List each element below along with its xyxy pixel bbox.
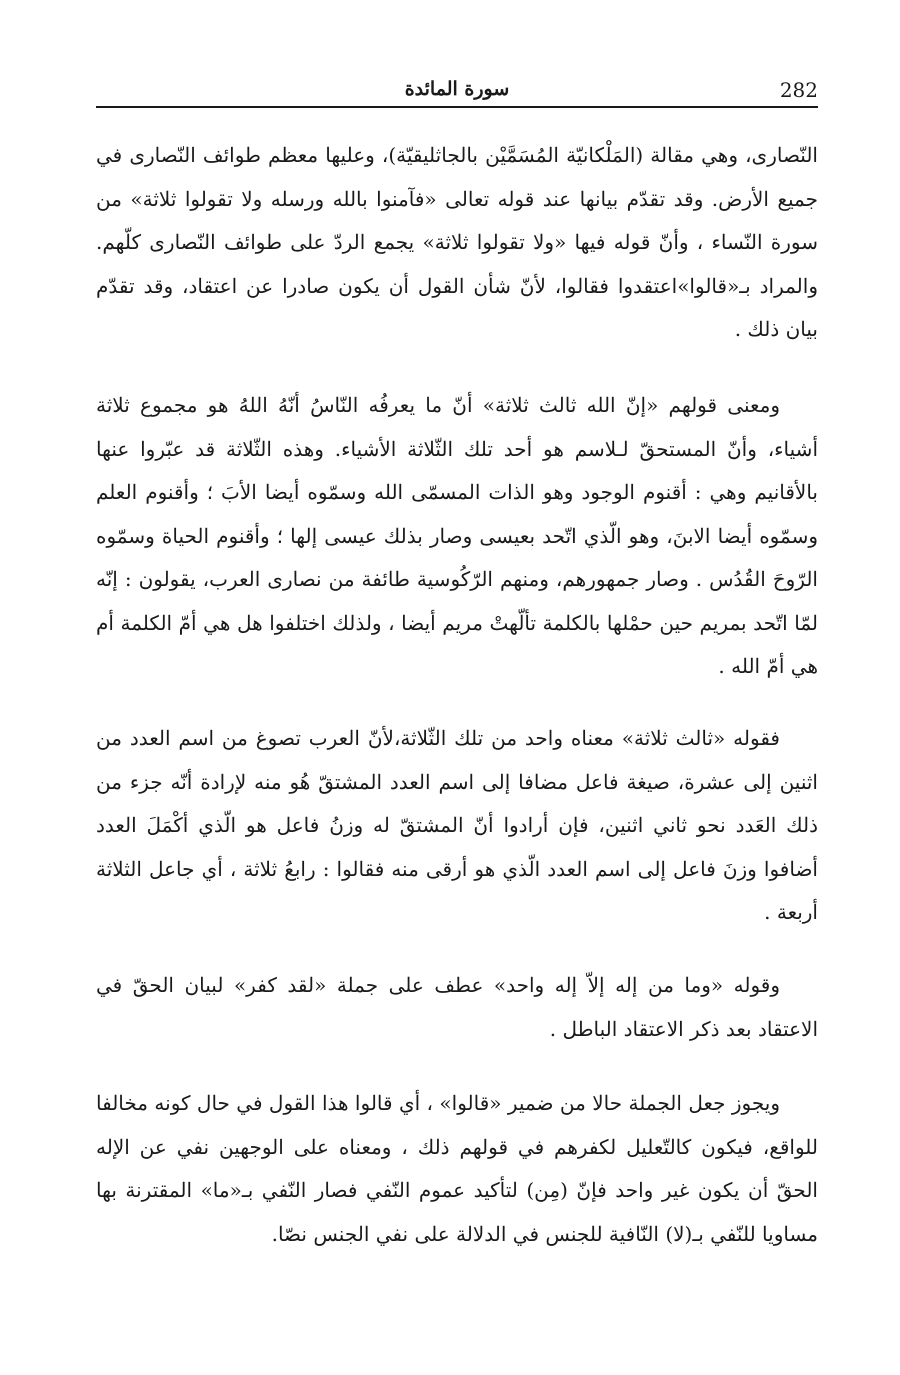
page-header xyxy=(96,72,818,108)
paragraph: فقوله «ثالث ثلاثة» معناه واحد من تلك الثّلاثة،لأنّ العرب تصوغ من اسم العدد من اثنين إلى عشرة، صيغة فاعل مضافا إلى اسم العدد المشتقّ هُو منه لإرادة أنّه جزء من ذلك العَدد نحو ثاني اثنين، فإن أرادوا أنّ المشتقّ له وزنُ فاعل هو الّذي أكْمَلَ العدد أضافوا وزنَ فاعل إلى اسم العدد الّذي هو أرقى منه فقالوا : رابعُ ثلاثة ، أي جاعل الثلاثة أربعة . xyxy=(96,726,818,924)
paragraph: ومعنى قولهم «إنّ الله ثالث ثلاثة» أنّ ما يعرفُه النّاسُ أنّهُ اللهُ هو مجموع ثلاثة أشياء، وأنّ المستحقّ لـلاسم هو أحد تلك الثّلاثة الأشياء. وهذه الثّلاثة قد عبّروا عنها بالأقانيم وهي : أقنوم الوجود وهو الذات المسمّى الله وسمّوه أيضا الأبَ ؛ وأقنوم العلم وسمّوه أيضا الابنَ، وهو الّذي اتّحد بعيسى وصار بذلك عيسى إلها ؛ وأقنوم الحياة وسمّوه الرّوحَ القُدُس . وصار جمهورهم، ومنهم الرّكُوسية طائفة من نصارى العرب، يقولون : إنّه لمّا اتّحد بمريم حين حمْلها بالكلمة تألّهتْ مريم أيضا ، ولذلك اختلفوا هل هي أمّ الكلمة أم هي أمّ الله . xyxy=(96,393,818,678)
paragraph: وقوله «وما من إله إلاّ إله واحد» عطف على جملة «لقد كفر» لبيان الحقّ في الاعتقاد بعد ذكر الاعتقاد الباطل . xyxy=(96,973,818,1041)
running-title: سورة المائدة xyxy=(404,78,510,100)
page-number: 282 xyxy=(779,78,818,102)
paragraph: النّصارى، وهي مقالة (المَلْكانيّة المُسَمَّيْن بالجاثليقيّة)، وعليها معظم طوائف النّصارى في جميع الأرض. وقد تقدّم بيانها عند قوله تعالى «فآمنوا بالله ورسله ولا تقولوا ثلاثة» من سورة النّساء ، وأنّ قوله فيها «ولا تقولوا ثلاثة» يجمع الردّ على طوائف النّصارى كلّهم. والمراد بـ«قالوا»اعتقدوا فقالوا، لأنّ شأن القول أن يكون صادرا عن اعتقاد، وقد تقدّم بيان ذلك . xyxy=(96,143,818,341)
paragraph: ويجوز جعل الجملة حالا من ضمير «قالوا» ، أي قالوا هذا القول في حال كونه مخالفا للواقع، فيكون كالتّعليل لكفرهم في قولهم ذلك ، ومعناه على الوجهين نفي عن الإله الحقّ أن يكون غير واحد فإنّ (مِن) لتأكيد عموم النّفي فصار النّفي بـ«ما» المقترنة بها مساويا للنّفي بـ(لا) النّافية للجنس في الدلالة على نفي الجنس نصّا. xyxy=(96,1091,819,1246)
